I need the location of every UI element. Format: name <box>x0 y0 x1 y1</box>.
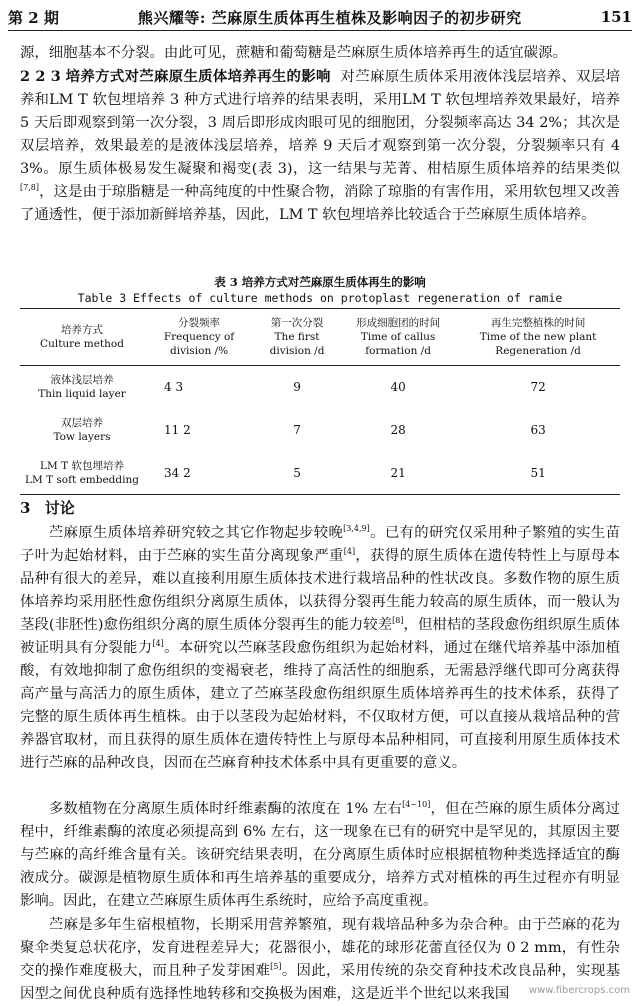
intro-text: 源，细胞基本不分裂。由此可见，蔗糖和葡萄糖是苎麻原生质体培养再生的适宜碳源。 <box>20 45 567 61</box>
regeneration-cell: 51 <box>530 465 546 480</box>
discussion-paragraph-3: 苎麻是多年生宿根植物，长期采用营养繁殖，现有栽培品种多为杂合种。由于苎麻的花为聚伞类复总状花序，发育进程差异大；花器很小，雄花的球形花蕾直径仅为 0 2 mm，有性杂交的操作难度极大，而且种子发芽困难[5]。因此，采用传统的杂交育种技术改良品种，实现基因型之间优良种质有选择性地转移和交换极为困难，这是近半个世纪以来我国 <box>20 917 620 1002</box>
citation: [4~10] <box>402 800 431 810</box>
regeneration-cell: 63 <box>530 423 546 437</box>
citation: [4] <box>152 639 164 649</box>
table-3 <box>20 308 620 495</box>
section-number: 3 <box>20 499 31 517</box>
citation: [3,4,9] <box>343 524 370 534</box>
header-first-division: 第一次分裂 The first division /d <box>269 317 325 357</box>
header-culture-method: 培养方式 Culture method <box>40 324 124 350</box>
citation: [8] <box>392 616 404 626</box>
table-row <box>20 366 620 409</box>
discussion-paragraph-1: 苎麻原生质体培养研究较之其它作物起步较晚[3,4,9]。已有的研究仅采用种子繁殖的实生苗子叶为起始材料，由于苎麻的实生苗分离现象严重[4]，获得的原生质体在遗传特性上与原母本品种有很大的差异，难以直接利用原生质体技术进行栽培品种的性状改良。多数作物的原生质体培养均采用胚性愈伤组织分离原生质体，以获得分裂再生能力较高的原生质体，而一般认为茎段(非胚性)愈伤组织分离的原生质体分裂再生的能力较差[8]，但柑桔的茎段愈伤组织原生质体被证明具有分裂能力[4]。本研究以苎麻茎段愈伤组织为起始材料，通过在继代培养基中添加植酸，有效地抑制了愈伤组织的变褐衰老，维持了高活性的细胞系，无需悬浮继代即可分离获得高产量与高活力的原生质体，建立了苎麻茎段愈伤组织原生质体培养再生的技术体系，获得了完整的原生质体再生植株。由于以茎段为起始材料，不仅取材方便，可以直接从栽培品种的营养器官取材，而且获得的原生质体在遗传特性上与原母本品种相同，可直接利用原生质体技术进行苎麻的品种改良，因而在苎麻育种技术体系中具有更重要的意义。 <box>20 524 620 771</box>
header-regeneration-time: 再生完整植株的时间 Time of the new plant Regeneration /d <box>479 317 597 357</box>
method-cell: 液体浅层培养 Thin liquid layer <box>38 374 126 401</box>
page-number: 151 <box>600 8 632 26</box>
running-title: 熊兴耀等: 苎麻原生质体再生植株及影响因子的初步研究 <box>137 8 522 27</box>
regeneration-cell: 72 <box>530 380 546 395</box>
frequency-cell: 4 3 <box>164 380 184 395</box>
table-header-row <box>20 309 620 366</box>
issue-label: 第 2 期 <box>8 8 59 27</box>
section-2-2-3 <box>20 65 620 227</box>
section-number: 2 2 3 <box>20 68 61 85</box>
section-heading: 培养方式对苎麻原生质体培养再生的影响 <box>65 68 331 85</box>
table-caption-cn: 表 3 培养方式对苎麻原生质体再生的影响 <box>214 275 426 289</box>
citation: [5] <box>270 962 282 972</box>
watermark: www.fibercrops.com <box>528 985 630 996</box>
section-3-heading <box>20 497 620 520</box>
citation: [7,8] <box>20 183 39 193</box>
discussion-paragraph-2: 多数植物在分离原生质体时纤维素酶的浓度在 1% 左右[4~10]，但在苎麻的原生质体分离过程中，纤维素酶的浓度必须提高到 6% 左右，这一现象在已有的研究中是罕见的，其原因主要与苎麻的高纤维含量有关。该研究结果表明，在分离原生质体时应根据植物种类选择适宜的酶液成分。碳源是植物原生质体和再生培养基的重要成分，培养方式对植株的再生过程亦有明显影响。因此，在建立苎麻原生质体再生系统时，应给予高度重视。 <box>20 800 620 909</box>
table-row <box>20 452 620 495</box>
section-text: 对苎麻原生质体采用液体浅层培养、双层培养和LM T 软包埋培养 3 种方式进行培养的结果表明，采用LM T 软包埋培养效果最好，培养 5 天后即观察到第一次分裂，3 周后即形成肉眼可见的细胞团，分裂频率高达 34 2%；其次是双层培养，效果最差的是液体浅层培养，培养 9 天后才观察到第一次分裂，分裂频率只有 4 3%。原生质体极易发生凝聚和褐变(表 3)，这一结果与芜菁、柑桔原生质体培养的结果类似 <box>20 69 620 177</box>
first-division-cell: 5 <box>293 465 301 480</box>
header-frequency: 分裂频率 Frequency of division /% <box>163 317 235 357</box>
callus-cell: 28 <box>390 423 406 437</box>
first-division-cell: 7 <box>293 423 301 437</box>
section-heading: 讨论 <box>44 499 75 517</box>
method-cell: 双层培养 Tow layers <box>53 417 111 443</box>
table-row <box>20 409 620 452</box>
frequency-cell: 11 2 <box>164 423 191 437</box>
frequency-cell: 34 2 <box>164 465 191 480</box>
first-division-cell: 9 <box>293 380 301 395</box>
callus-cell: 21 <box>390 465 406 480</box>
citation: [4] <box>343 547 356 557</box>
table-caption-en: Table 3 Effects of culture methods on protoplast regeneration of ramie <box>77 291 563 305</box>
header-callus-time: 形成细胞团的时间 Time of callus formation /d <box>356 317 441 357</box>
page-header <box>8 4 632 31</box>
section-text-continued: ，这是由于琼脂糖是一种高纯度的中性聚合物，消除了琼脂的有害作用，采用软包埋又改善了通透性，便于添加新鲜培养基，因此，LM T 软包埋培养比较适合于苎麻原生质体培养。 <box>20 184 620 223</box>
method-cell: LM T 软包埋培养 LM T soft embedding <box>25 459 139 486</box>
callus-cell: 40 <box>390 380 406 395</box>
intro-paragraph <box>20 42 620 65</box>
